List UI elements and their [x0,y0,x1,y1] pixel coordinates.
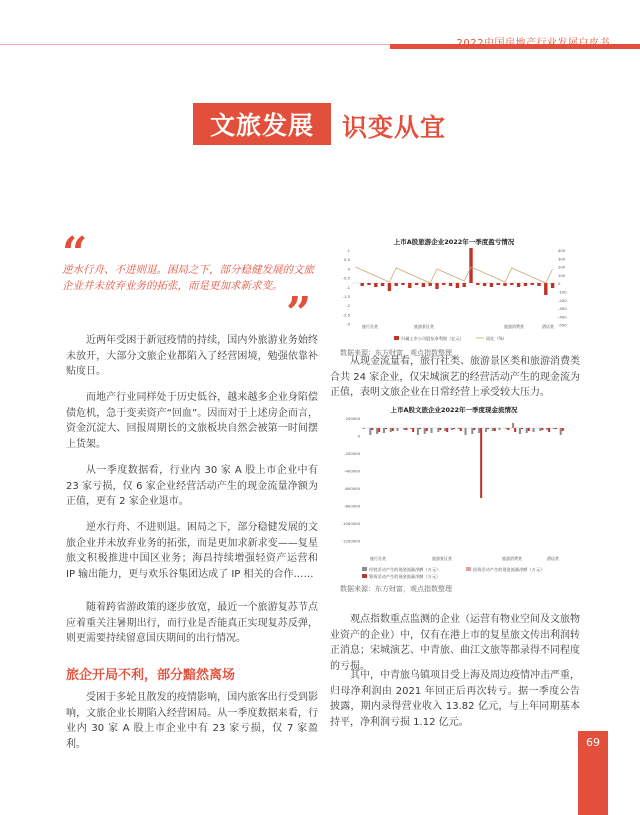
profit-chart-source: 数据来源：东方财富，观点指数整理 [340,349,452,357]
profit-bar [544,283,547,295]
profit-bar [517,283,520,287]
cashflow-chart-legend [362,566,544,580]
cashflow-op-bar [465,428,467,435]
profit-left-tick: 0 [347,266,350,272]
header-accent-bar [390,44,640,49]
cashflow-fin-bar [439,428,441,430]
cashflow-left-tick: -400000 [344,468,360,474]
cashflow-op-bar [451,428,453,430]
cashflow-op-bar [390,428,392,432]
profit-bar [463,283,466,287]
cashflow-op-bar [492,428,494,431]
cashflow-left-tick: 200000 [345,416,360,421]
cashflow-op-bar [478,428,480,433]
left-paragraph-3: 从一季度数据看，行业内 30 家 A 股上市企业中有 23 家亏损，仅 6 家企业经营活动产生的现金流量净额为正值，更有 2 家企业退市。 [66,465,318,507]
cashflow-op-bar [560,428,562,435]
cashflow-left-tick: -1200000 [341,538,360,544]
profit-right-tick: -200 [558,297,567,303]
profit-legend-1: 归属上市公司股东净利润（亿元） [401,336,464,341]
cashflow-op-bar [431,428,433,433]
left-paragraph-1: 近两年受困于新冠疫情的持续，国内外旅游业务始终未放开，大部分文旅企业都陷入了经营困境，勉强依靠补贴度日。 [66,335,318,377]
profit-right-tick: -300 [558,306,567,312]
cashflow-chart-source: 数据来源：东方财富，观点指数整理 [340,585,452,593]
cashflow-op-bar [519,428,521,434]
cashflow-chart-bars [363,423,564,498]
profit-left-tick: -3 [346,321,350,327]
cashflow-fin-bar [385,428,387,429]
profit-bar [381,283,384,286]
cashflow-fin-bar [555,428,557,429]
cashflow-fin-bar [392,428,394,431]
profit-group-label: 旅行社类 [362,324,378,329]
cashflow-group-label: 旅游消费类 [502,556,522,561]
profit-chart-title: 上市A股旅游企业2022年一季度盈亏情况 [393,238,515,246]
cashflow-op-bar [512,423,514,428]
cashflow-fin-bar [453,428,455,429]
cashflow-op-bar [553,428,555,429]
pull-quote: 逆水行舟、不进则退。困局之下，部分稳健发展的文旅企业并未放弃业务的拓张，而是更加求新求变。 [62,264,314,292]
title-highlight: 文旅发展 [193,103,331,145]
profit-right-tick: 300 [558,256,566,262]
profit-chart-svg [334,236,574,346]
close-quote-icon: ” [286,288,312,339]
profit-bar [415,283,418,285]
cashflow-op-bar [526,428,528,433]
cashflow-chart-svg [334,404,574,582]
cashflow-group-label: 旅游景区类 [432,556,452,561]
open-quote-icon: “ [62,228,88,279]
cashflow-fin-bar [412,428,414,432]
cashflow-fin-bar [460,428,462,431]
cashflow-fin-bar [446,428,448,432]
cashflow-left-tick: -200000 [344,451,360,456]
cashflow-legend-1: 经营活动产生的现金流量净额（万元） [369,567,441,572]
cashflow-op-bar [410,428,412,429]
cashflow-group-label: 酒店类 [547,556,559,561]
cashflow-op-bar [417,428,419,435]
cashflow-op-bar [485,428,487,432]
profit-bar [537,283,540,286]
cashflow-op-bar [458,428,460,429]
cashflow-op-bar [444,428,446,431]
right-paragraph-2: 观点指数重点监测的企业（运营有物业空间及文旅物业资产的企业）中，仅有在港上市的复星旅文传出利润转正消息；宋城演艺、中青旅、曲江文旅等都录得不同程度的亏损。 [330,614,580,672]
profit-right-tick: -500 [558,322,567,328]
profit-left-tick: -0.5 [342,275,350,281]
cashflow-op-bar [437,428,439,432]
profit-bar [442,283,445,285]
cashflow-op-bar [383,428,385,433]
profit-bar [503,283,506,286]
profit-chart-right-axis [558,248,567,328]
right-paragraph-3: 其中，中青旅乌镇项目受上海及周边疫情冲击严重，归母净利润由 2021 年回正后再次转亏。据一季度公告披露，期内录得营业收入 13.82 亿元，与上年同期基本持平，净利润亏损 1.12 亿元。 [330,670,580,728]
cashflow-op-bar [376,428,378,434]
cashflow-op-bar [505,428,507,429]
cashflow-fin-bar [487,428,489,429]
profit-right-tick: 200 [558,264,566,270]
profit-bar [388,283,391,291]
profit-bar [476,283,479,285]
profit-right-tick: -100 [558,289,567,295]
profit-chart-legend [394,335,507,342]
profit-left-tick: -1.5 [342,294,350,299]
profit-left-tick: 1 [347,248,350,253]
cashflow-fin-bar [480,428,482,498]
profit-bar [401,283,404,285]
cashflow-op-bar [546,428,548,430]
profit-bar [551,283,554,288]
cashflow-fin-bar [514,428,516,432]
profit-bar [374,283,377,287]
cashflow-fin-bar [528,428,530,431]
cashflow-left-tick: -1000000 [341,521,360,526]
cashflow-fin-bar [507,428,509,430]
cashflow-op-bar [403,428,405,430]
profit-bar [361,283,364,286]
section-heading: 旅企开局不利，部分黯然离场 [66,668,236,683]
profit-bar [456,283,459,288]
profit-legend-2: 同比（%） [486,336,507,341]
cashflow-fin-bar [541,428,543,430]
cashflow-left-tick: -800000 [344,503,360,509]
left-paragraph-4: 逆水行舟、不进则退。困局之下，部分稳健发展的文旅企业并未放弃业务的拓张，而是更加求新求变——复星旅文积极推进中国区业务；海昌持续增强轻资产运营和 IP 输出能力，更与欢乐谷集团达成了 IP 相关的合作…… [66,522,318,580]
cashflow-fin-bar [405,428,407,430]
profit-bar [435,283,438,289]
cashflow-legend-3: 投资活动产生的现金流量净额（万元） [473,567,545,572]
cashflow-op-bar [499,428,501,430]
cashflow-chart-left-axis [342,416,361,544]
profit-bar [429,283,432,286]
cashflow-chart-group-labels [370,555,559,561]
profit-bar [408,283,411,288]
cashflow-chart-title: 上市A股文旅企业2022年一季度现金流情况 [390,406,518,414]
profit-group-label: 旅游消费类 [504,324,524,329]
cashflow-op-bar [533,428,535,432]
cashflow-fin-bar [426,428,428,431]
profit-bar [367,283,370,285]
cashflow-left-tick: -600000 [344,486,360,491]
page-number: 69 [578,731,608,753]
profit-bar [524,283,527,286]
cashflow-op-bar [539,428,541,431]
profit-bar [449,283,452,286]
cashflow-op-bar [424,428,426,434]
cashflow-op-bar [369,428,371,435]
cashflow-chart [334,404,574,594]
right-paragraph-1: 从现金流量看，旅行社类、旅游景区类和旅游消费类合共 24 家企业，仅宋城演艺的经营活动产生的现金流为正值，表明文旅企业在日常经营上承受较大压力。 [330,356,580,398]
cashflow-fin-bar [521,428,523,429]
title-rest: 识变从宜 [342,113,447,142]
profit-chart-left-axis [343,248,351,327]
profit-right-tick: 0 [558,281,561,287]
cashflow-group-label: 旅行社类 [370,556,386,561]
profit-right-tick: 100 [558,272,566,278]
left-paragraph-5: 随着跨省游政策的逐步放宽，最近一个旅游复苏节点应着重关注暑期出行，而行业是否能真正实现复苏反弹，则更需要持续留意国庆期间的出行情况。 [66,602,318,644]
profit-bar [395,283,398,286]
profit-bar [422,283,425,287]
profit-bar [510,283,513,285]
profit-bar [483,283,486,286]
cashflow-fin-bar [419,428,421,429]
cashflow-left-tick: 0 [357,433,360,439]
cashflow-fin-bar [562,428,564,431]
cashflow-op-bar [471,428,473,434]
profit-left-tick: -2 [346,303,350,309]
profit-right-tick: 400 [558,248,566,253]
profit-left-tick: 0.5 [343,257,350,263]
left-paragraph-2: 而地产行业同样处于历史低谷，越来越多企业身陷偿债危机，急于变卖资产“回血”。因而对于上述房企而言，资金沉淀大、回报周期长的文旅板块自然会被第一时间摆上货架。 [66,392,318,450]
profit-chart-bars [361,248,555,295]
cashflow-fin-bar [494,428,496,431]
cashflow-op-bar [363,428,365,429]
section-paragraph: 受困于多轮且散发的疫情影响，国内旅客出行受到影响，文旅企业长期陷入经营困局。从一季度数据来看，行业内 30 家 A 股上市企业中有 23 家亏损，仅 7 家盈利。 [66,692,318,750]
cashflow-fin-bar [548,428,550,432]
profit-chart [334,236,574,358]
profit-chart-yoy-line [355,267,552,283]
cashflow-op-bar [397,428,399,431]
profit-left-tick: -1 [346,284,350,290]
profit-group-label: 酒店类 [542,324,554,329]
profit-right-tick: -400 [558,314,567,320]
profit-left-tick: -2.5 [342,312,350,318]
profit-bar [469,248,472,283]
cashflow-fin-bar [378,428,380,432]
profit-group-label: 旅游景区类 [414,324,434,329]
cashflow-legend-2: 筹资活动产生的现金流量净额（万元） [369,574,441,579]
profit-bar [490,283,493,287]
profit-bar [531,283,534,285]
profit-chart-group-labels [362,323,554,329]
profit-bar [497,283,500,285]
cashflow-fin-bar [473,428,475,430]
cashflow-fin-bar [371,428,373,430]
